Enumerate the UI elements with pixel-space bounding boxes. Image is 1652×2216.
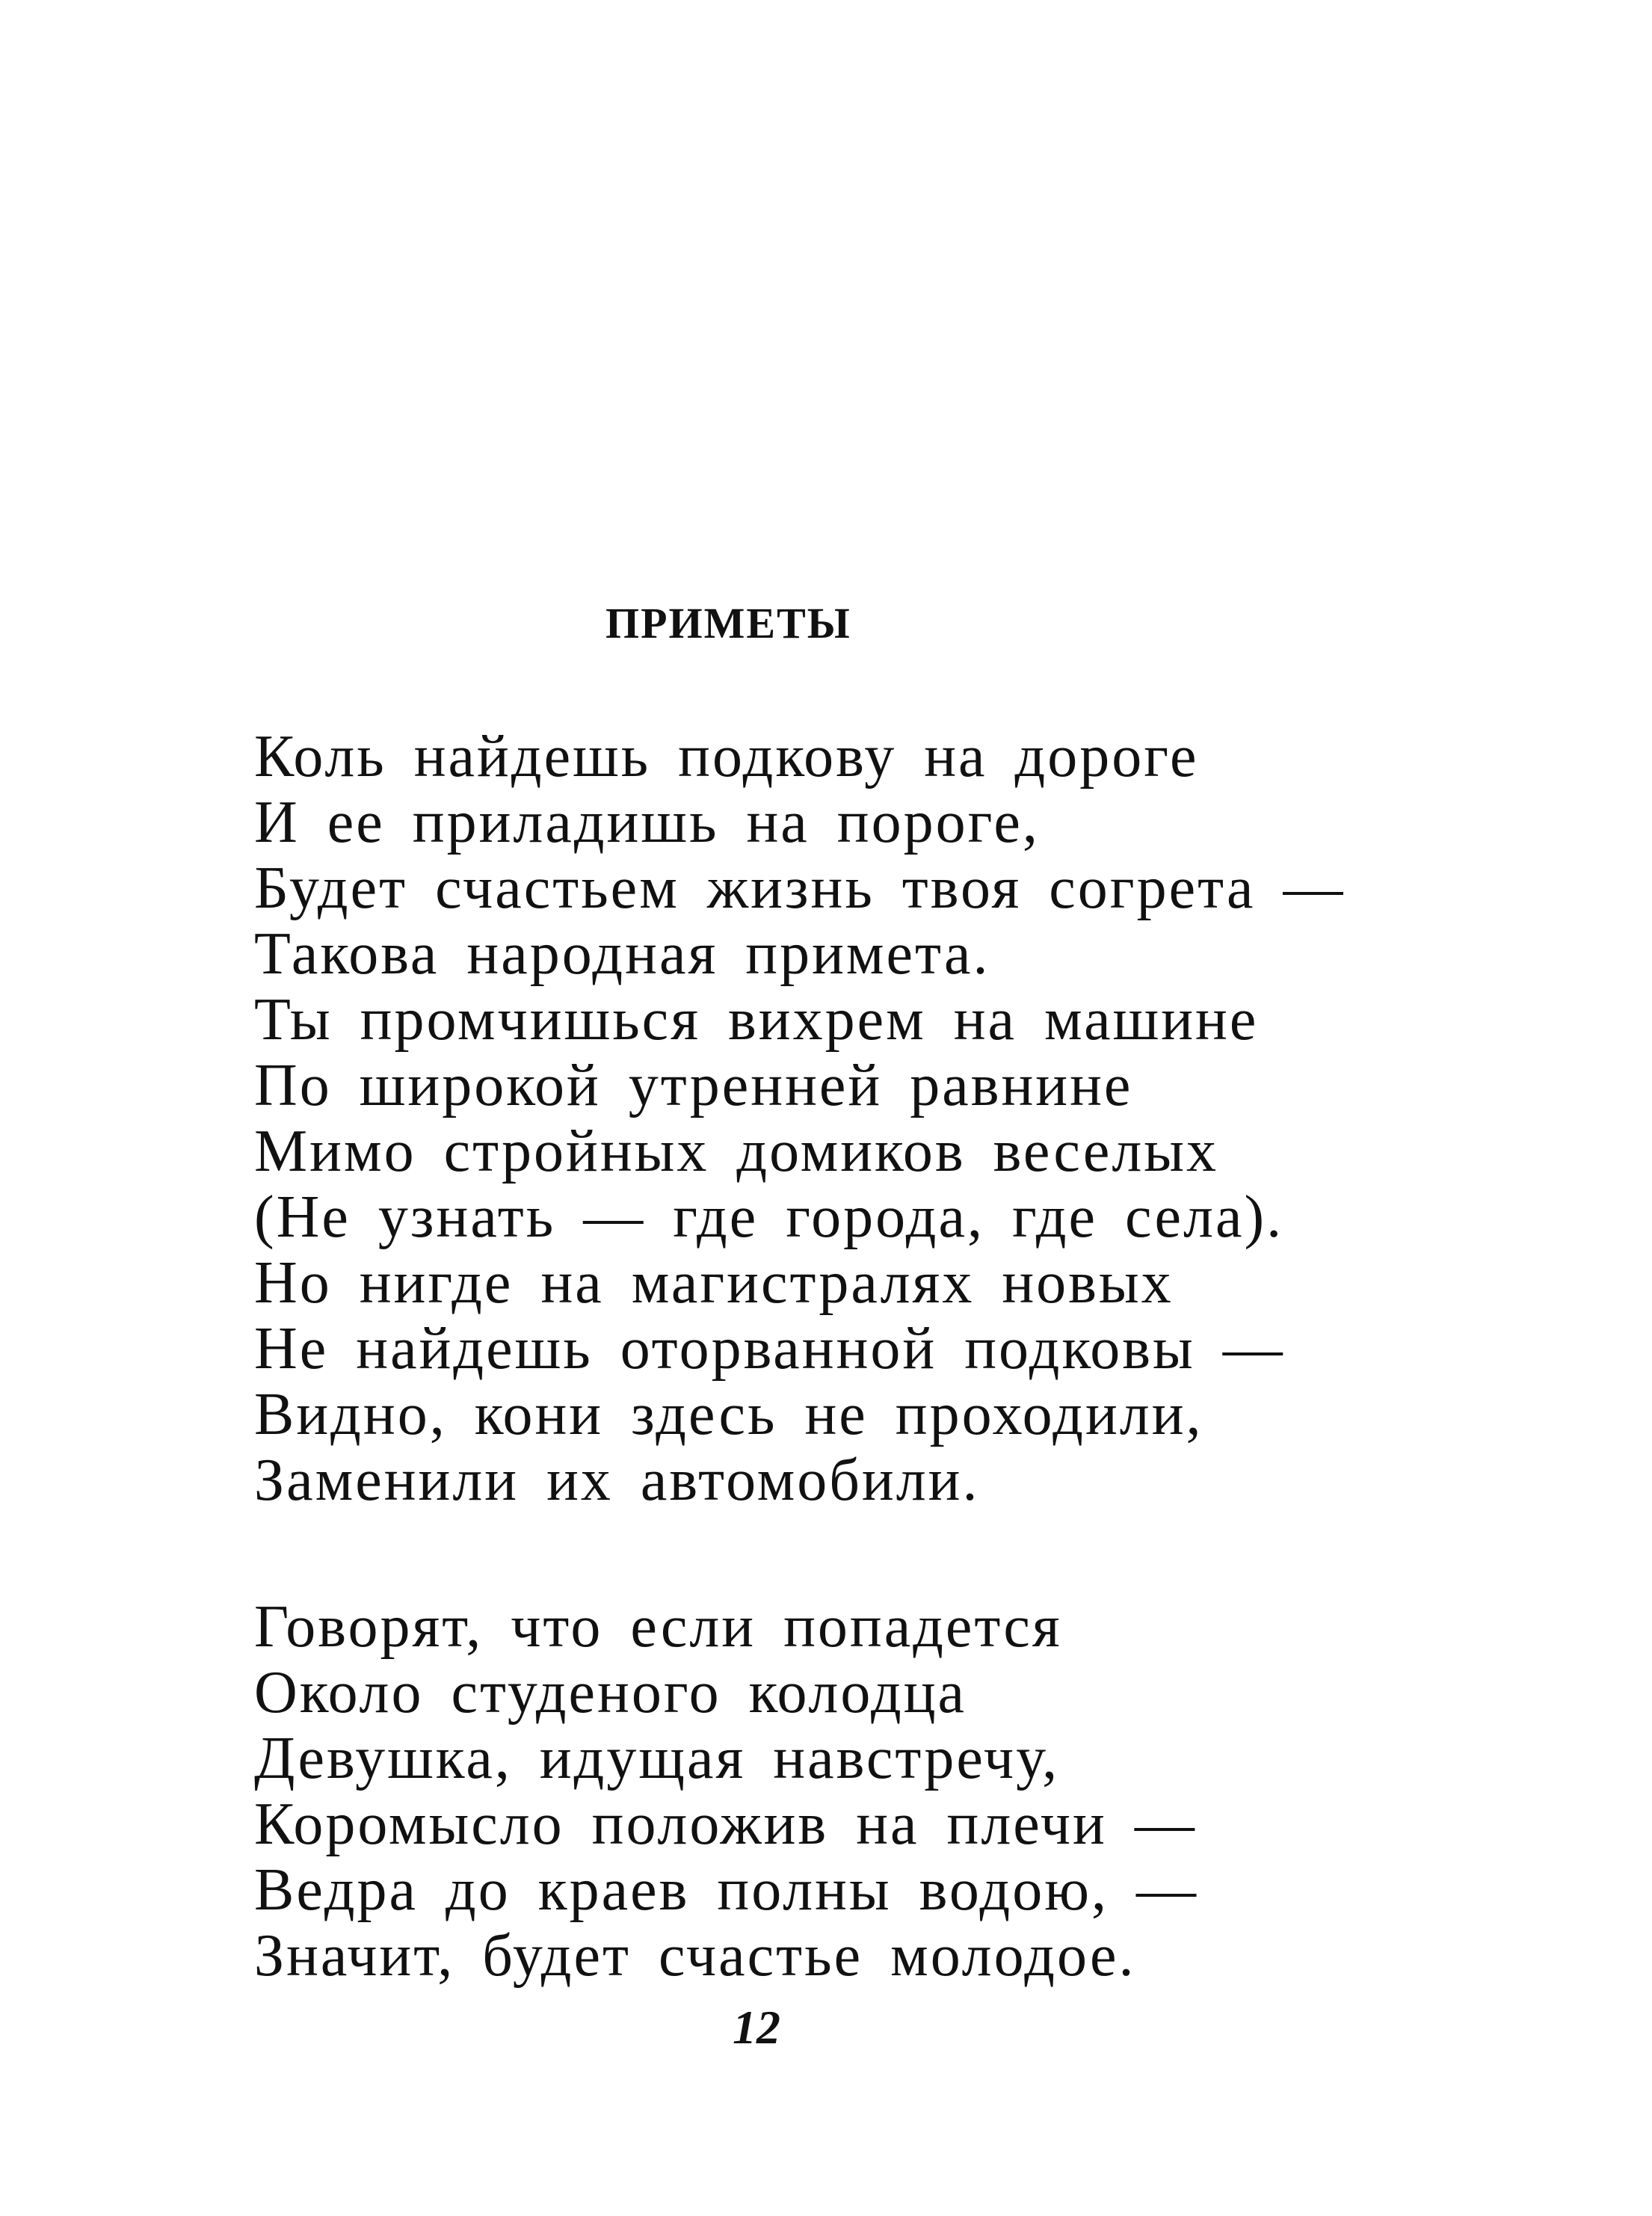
poem-line: Не найдешь оторванной подковы —	[254, 1316, 1285, 1382]
poem-line: И ее приладишь на пороге,	[254, 790, 1040, 855]
poem-line: Около студеного колодца	[254, 1660, 967, 1726]
poem-line: Заменили их автомобили.	[254, 1447, 980, 1513]
poem-line: Но нигде на магистралях новых	[254, 1250, 1174, 1316]
poem-line: Коль найдешь подкову на дороге	[254, 724, 1199, 790]
stanza-2	[254, 1594, 1198, 1989]
poem-line: Ты промчишься вихрем на машине	[254, 987, 1259, 1053]
poem-line: Такова народная примета.	[254, 921, 990, 987]
poem-line: Видно, кони здесь не проходили,	[254, 1382, 1203, 1447]
poem-line: Мимо стройных домиков веселых	[254, 1118, 1219, 1184]
poem-line: Говорят, что если попадется	[254, 1594, 1062, 1660]
stanza-1	[254, 724, 1346, 1513]
poem-line: По широкой утренней равнине	[254, 1053, 1133, 1118]
poem-line: Значит, будет счастье молодое.	[254, 1923, 1136, 1989]
poem-line: Ведра до краев полны водою, —	[254, 1857, 1199, 1923]
poem-line: Девушка, идущая навстречу,	[254, 1726, 1060, 1791]
poem-line: Будет счастьем жизнь твоя согрета —	[254, 855, 1346, 921]
poem-title: ПРИМЕТЫ	[605, 599, 851, 647]
poem-line: (Не узнать — где города, где села).	[254, 1184, 1284, 1250]
poem-line: Коромысло положив на плечи —	[254, 1791, 1197, 1857]
page-number: 12	[733, 2001, 780, 2054]
